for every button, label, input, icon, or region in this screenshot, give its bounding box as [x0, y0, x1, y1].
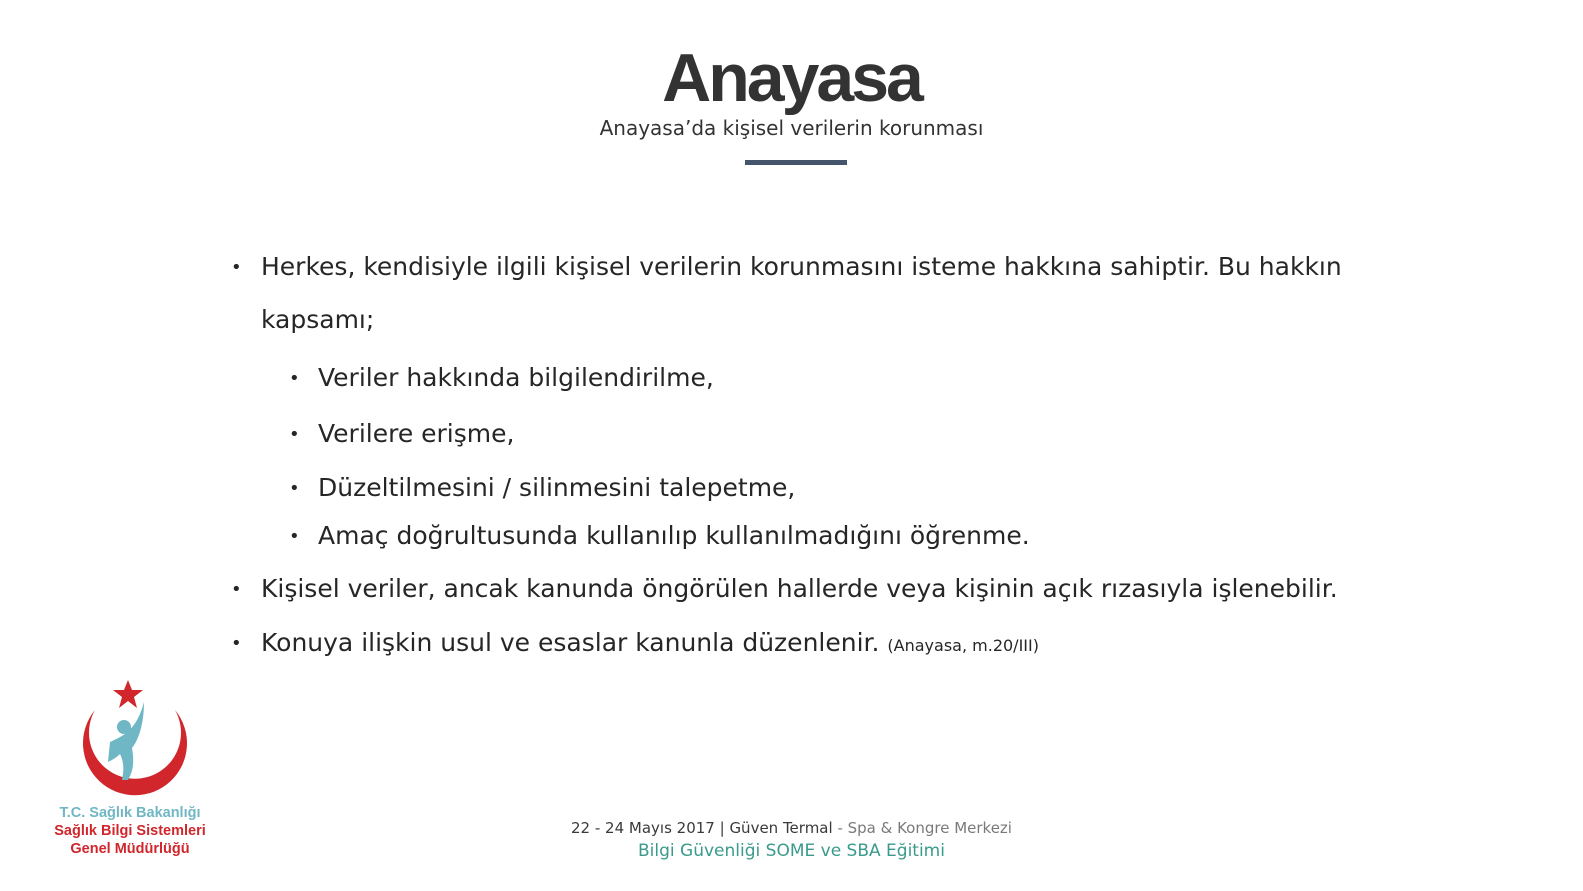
- title-underline: [745, 160, 847, 165]
- sub-bullet-4: Amaç doğrultusunda kullanılıp kullanılmadığını öğrenme.: [318, 521, 1030, 550]
- sub-bullet-dot: •: [289, 526, 300, 547]
- bullet-dot: •: [231, 633, 242, 654]
- slide-subtitle: Anayasa’da kişisel verilerin korunması: [599, 116, 984, 140]
- footer-event-title: Bilgi Güvenliği SOME ve SBA Eğitimi: [638, 841, 945, 861]
- logo-line-2: Sağlık Bilgi Sistemleri: [54, 823, 206, 839]
- bullet-1-line-1: Herkes, kendisiyle ilgili kişisel verilerin korunmasını isteme hakkına sahiptir. Bu hakkın: [261, 252, 1342, 281]
- figure-body-icon: [108, 702, 144, 780]
- crescent-icon: [83, 710, 187, 795]
- sub-bullet-dot: •: [289, 478, 300, 499]
- logo-line-3: Genel Müdürlüğü: [70, 841, 190, 857]
- footer-event-info: [0, 818, 1583, 838]
- bullet-2: Kişisel veriler, ancak kanunda öngörülen hallerde veya kişinin açık rızasıyla işlenebilir.: [261, 574, 1338, 603]
- sub-bullet-dot: •: [289, 424, 300, 445]
- footer-date: 22 - 24 Mayıs 2017: [571, 819, 715, 837]
- bullet-dot: •: [231, 579, 242, 600]
- sub-bullet-2: Verilere erişme,: [318, 419, 515, 448]
- footer-separator: |: [714, 819, 730, 837]
- sub-bullet-1: Veriler hakkında bilgilendirilme,: [318, 363, 714, 392]
- slide-title: Anayasa: [662, 40, 921, 116]
- logo-line-1: T.C. Sağlık Bakanlığı: [59, 805, 201, 821]
- sub-bullet-dot: •: [289, 368, 300, 389]
- bullet-dot: •: [231, 257, 242, 278]
- bullet-3-citation: (Anayasa, m.20/III): [887, 636, 1039, 655]
- bullet-1-line-2: kapsamı;: [261, 305, 375, 334]
- footer-venue-suffix: - Spa & Kongre Merkezi: [832, 819, 1012, 837]
- star-icon: [113, 680, 143, 708]
- sub-bullet-3: Düzeltilmesini / silinmesini talepetme,: [318, 473, 796, 502]
- bullet-3: [261, 627, 1039, 662]
- footer-venue: Güven Termal: [729, 819, 833, 837]
- bullet-3-text: Konuya ilişkin usul ve esaslar kanunla düzenlenir.: [261, 628, 880, 657]
